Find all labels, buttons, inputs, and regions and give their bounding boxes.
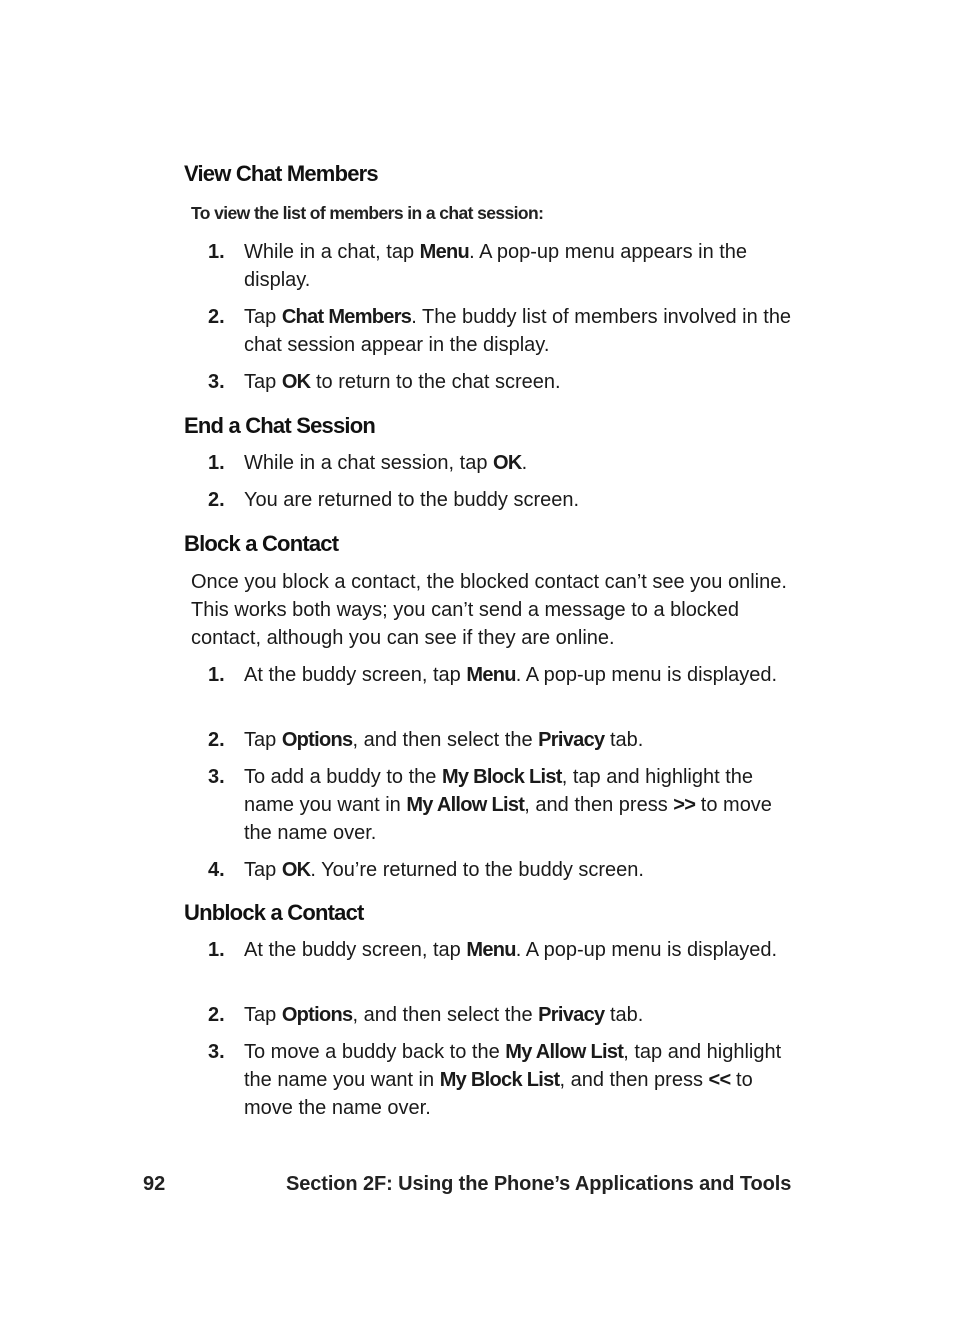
step-number: 4.	[208, 859, 225, 881]
step-number: 1.	[208, 452, 225, 474]
step-text: While in a chat session, tap OK.	[244, 452, 528, 474]
step-number: 1.	[208, 664, 225, 686]
page-number: 92	[143, 1173, 166, 1195]
heading-view-chat-members: View Chat Members	[184, 161, 378, 186]
step-text: You are returned to the buddy screen.	[244, 489, 580, 511]
step-text: Tap Chat Members. The buddy list of members involved in the chat session appear in the display.	[244, 306, 792, 356]
footer-section-title: Section 2F: Using the Phone’s Applications and Tools	[286, 1173, 792, 1195]
step-number: 3.	[208, 766, 225, 788]
step-text: While in a chat, tap Menu. A pop-up menu appears in the display.	[244, 241, 748, 291]
step-text: To move a buddy back to the My Allow List, tap and highlight the name you want in My Block List, and then press << to move the name over.	[244, 1041, 782, 1119]
step-text: To add a buddy to the My Block List, tap and highlight the name you want in My Allow List, and then press >> to move the name over.	[244, 766, 772, 844]
step-number: 2.	[208, 729, 225, 751]
intro-view-chat-members: To view the list of members in a chat session:	[191, 203, 544, 223]
step-text: At the buddy screen, tap Menu. A pop-up menu is displayed.	[244, 939, 778, 961]
step-text: At the buddy screen, tap Menu. A pop-up menu is displayed.	[244, 664, 778, 686]
paragraph-block-contact: Once you block a contact, the blocked contact can’t see you online. This works both ways; you can’t send a message to a blocked contact, although you can see if they are online.	[191, 571, 787, 649]
heading-unblock-contact: Unblock a Contact	[184, 900, 364, 925]
step-text: Tap Options, and then select the Privacy tab.	[244, 1004, 644, 1026]
step-number: 1.	[208, 241, 225, 263]
step-number: 3.	[208, 1041, 225, 1063]
step-text: Tap OK to return to the chat screen.	[244, 371, 561, 393]
step-number: 2.	[208, 306, 225, 328]
step-text: Tap OK. You’re returned to the buddy screen.	[244, 859, 644, 881]
step-text: Tap Options, and then select the Privacy tab.	[244, 729, 644, 751]
step-number: 2.	[208, 1004, 225, 1026]
step-number: 1.	[208, 939, 225, 961]
heading-block-contact: Block a Contact	[184, 531, 339, 556]
heading-end-chat-session: End a Chat Session	[184, 413, 375, 438]
step-number: 3.	[208, 371, 225, 393]
step-number: 2.	[208, 489, 225, 511]
